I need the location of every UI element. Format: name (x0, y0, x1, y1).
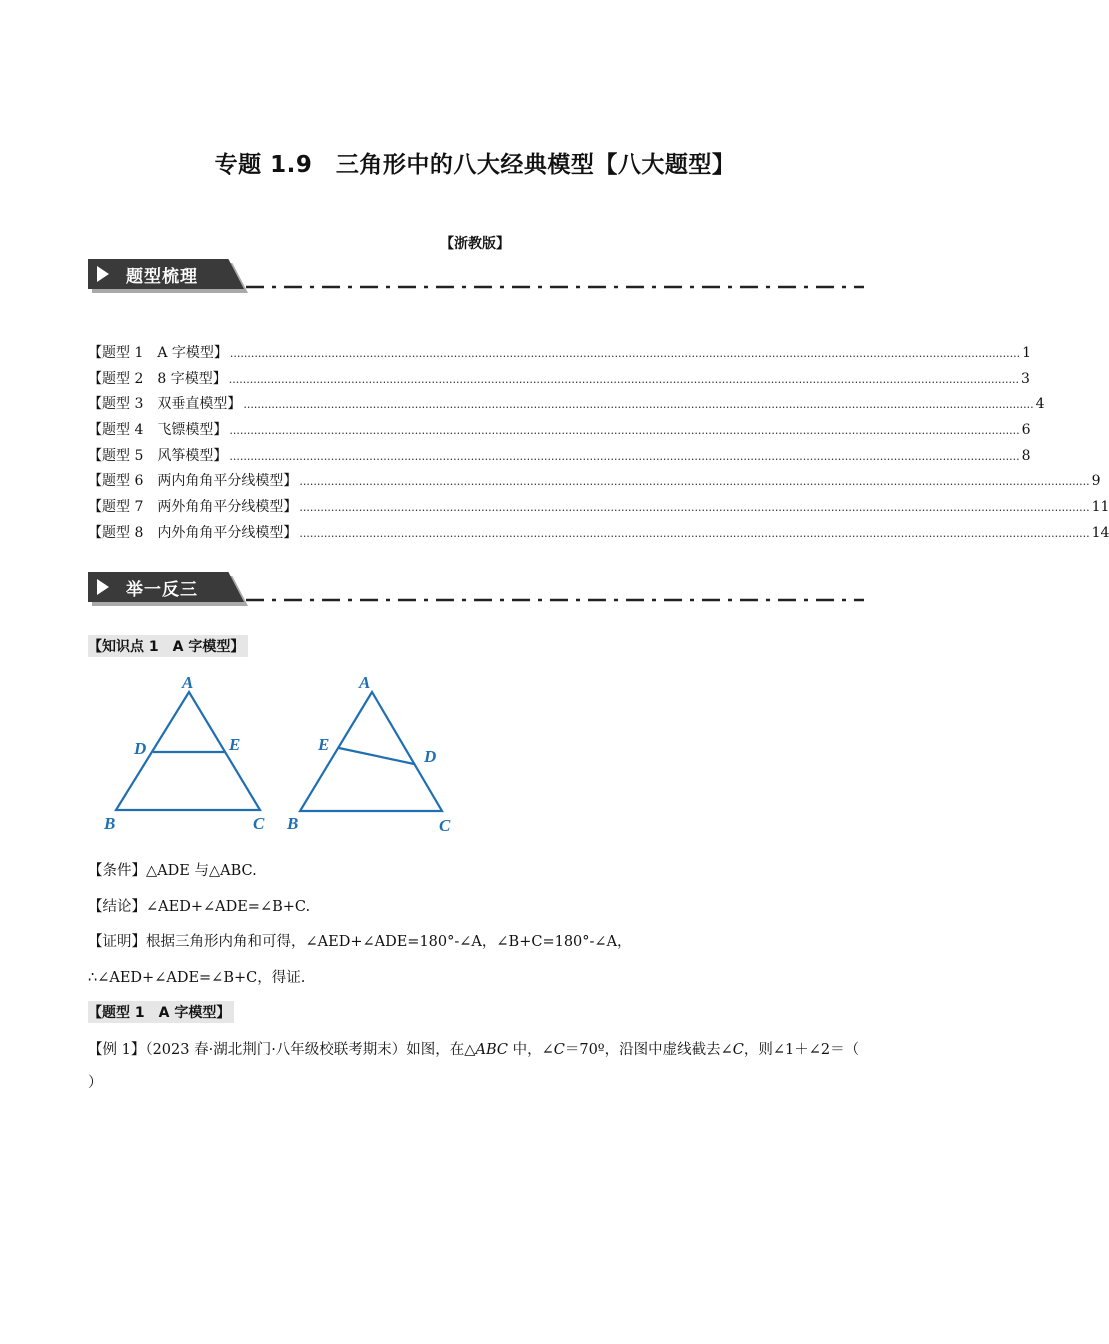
fig2-label-b: B (287, 814, 299, 833)
toc-item[interactable]: 【题型 3 双垂直模型】 .................................................................................................................................................................................................................................. 4 (88, 396, 1045, 413)
dash-dot-rule (246, 284, 864, 290)
edition-label: 【浙教版】 (440, 236, 510, 252)
fig1-label-c: C (253, 814, 265, 833)
toc-item[interactable]: 【题型 6 两内角角平分线模型】 .................................................................................................................................................................................................................................. 9 (88, 473, 1101, 490)
toc-item[interactable]: 【题型 4 飞镖模型】 .................................................................................................................................................................................................................................. 6 (88, 422, 1031, 439)
fig1-label-a: A (182, 673, 194, 692)
practice-banner (88, 572, 864, 612)
fig1-label-e: E (229, 735, 241, 754)
conclusion-text: 【结论】∠AED+∠ADE=∠B+C. (88, 899, 311, 915)
toc-item[interactable]: 【题型 2 8 字模型】 .................................................................................................................................................................................................................................. 3 (88, 370, 1030, 387)
fig1-label-b: B (104, 814, 116, 833)
fig1-label-d: D (134, 739, 147, 758)
proof-text-line1: 【证明】根据三角形内角和可得，∠AED+∠ADE=180°-∠A，∠B+C=180°-∠A， (88, 934, 632, 950)
example-1-text: 【例 1】（2023 春·湖北荆门·八年级校联考期末）如图，在△ABC 中，∠C＝70º，沿图中虚线截去∠C，则∠1＋∠2＝（ ） (88, 1042, 860, 1091)
fig2-label-a: A (359, 673, 371, 692)
page-title: 专题 1.9 三角形中的八大经典模型【八大题型】 (214, 152, 736, 178)
toc-banner (88, 259, 864, 299)
knowledge-point-heading: 【知识点 1 A 字模型】 (88, 635, 248, 657)
type1-heading: 【题型 1 A 字模型】 (88, 1001, 234, 1023)
a-shape-figures (96, 672, 466, 838)
fig2-label-c: C (439, 816, 451, 835)
toc-item[interactable]: 【题型 1 A 字模型】 .................................................................................................................................................................................................................................. 1 (88, 345, 1032, 361)
condition-text: 【条件】△ADE 与△ABC. (88, 863, 257, 879)
table-of-contents (88, 342, 1109, 548)
proof-text-line2: ∴∠AED+∠ADE=∠B+C，得证. (88, 970, 306, 986)
banner-label: 题型梳理 (126, 267, 198, 287)
toc-item[interactable]: 【题型 7 两外角角平分线模型】 .................................................................................................................................................................................................................................. 11 (88, 499, 1109, 516)
toc-item[interactable]: 【题型 8 内外角角平分线模型】 .................................................................................................................................................................................................................................. 14 (88, 524, 1109, 541)
play-arrow-icon (97, 266, 109, 282)
play-arrow-icon (97, 579, 109, 595)
banner-label: 举一反三 (126, 580, 198, 600)
dash-dot-rule (246, 597, 864, 603)
toc-item[interactable]: 【题型 5 风筝模型】 .................................................................................................................................................................................................................................. 8 (88, 447, 1031, 464)
fig2-label-d: D (424, 747, 437, 766)
fig2-label-e: E (318, 735, 330, 754)
